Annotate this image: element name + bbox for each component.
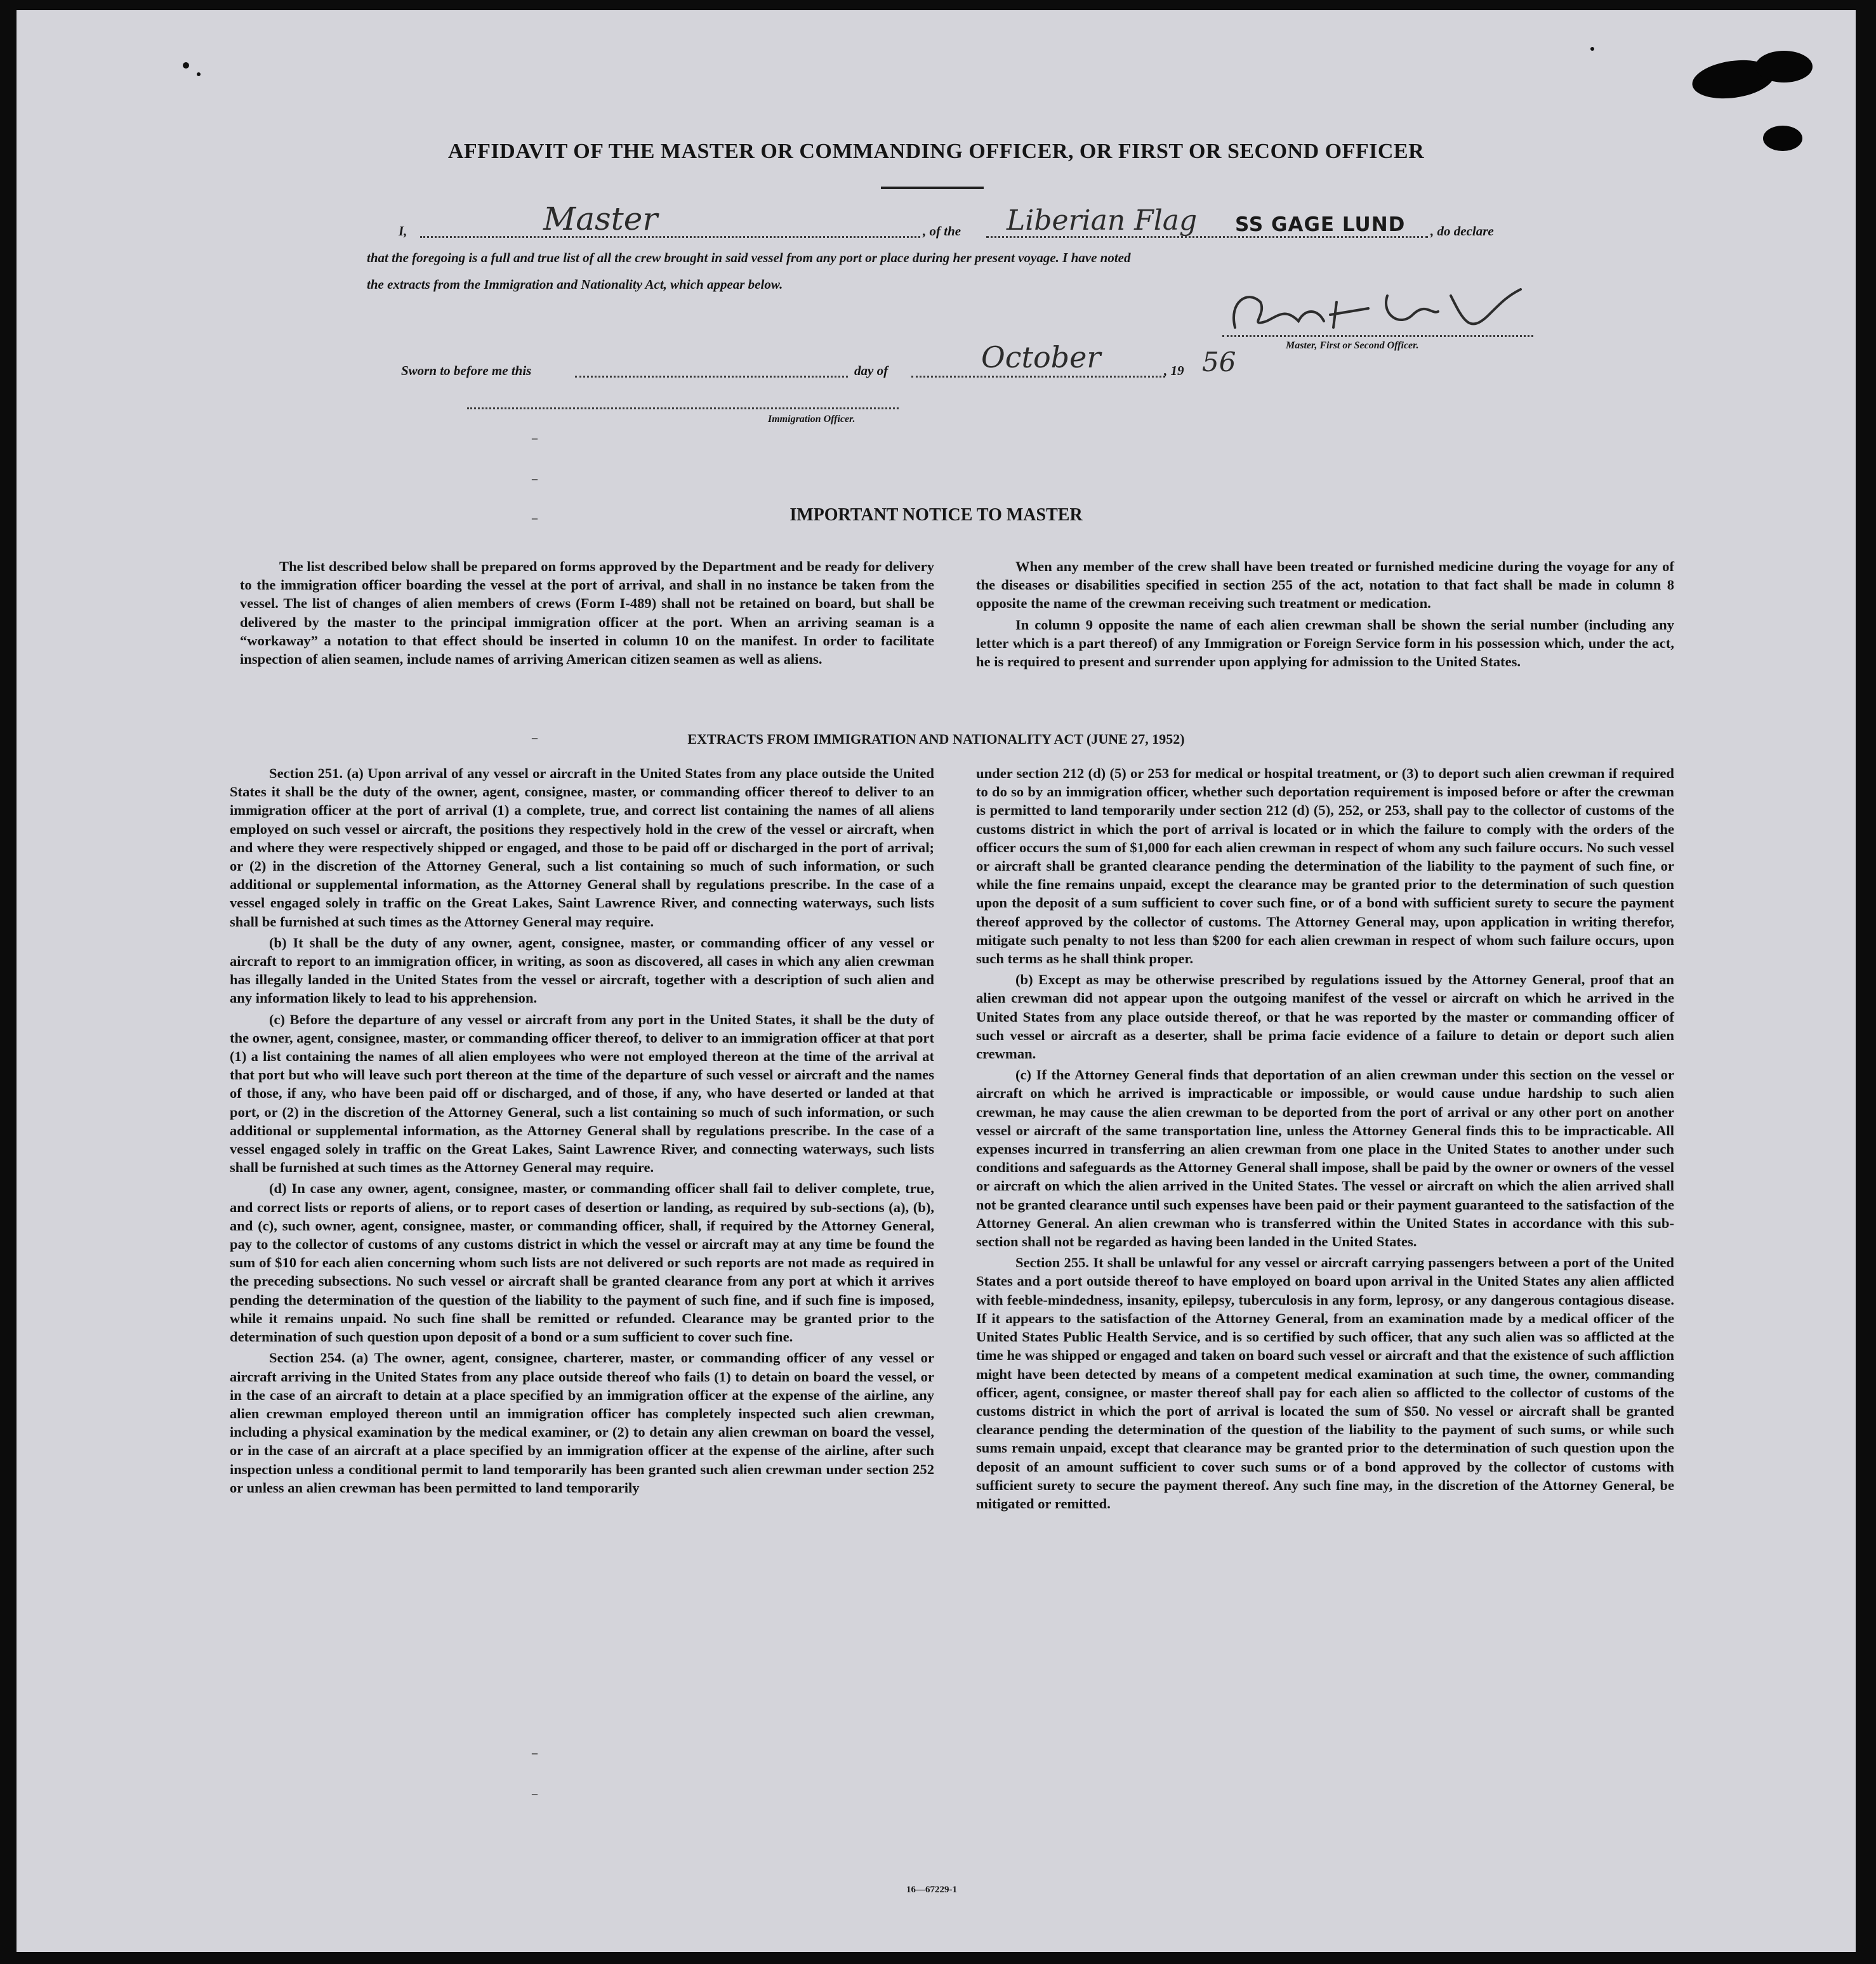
handwritten-master: Master	[543, 201, 658, 237]
margin-tick: –	[532, 731, 538, 744]
month-blank	[911, 376, 1165, 378]
sworn-prefix: Sworn to before me this	[401, 363, 532, 378]
notice-right-paragraph-1: When any member of the crew shall have been treated or furnished medicine during the voyage for any of the diseases or disabilities specified in section 255 of the act, notation to that fact shall be made in column 8 opposite the name of the crewman receiving such treatment or medication.	[976, 558, 1674, 612]
officer-caption: Immigration Officer.	[768, 414, 855, 425]
handwritten-vessel-flag: Liberian Flag	[1007, 204, 1198, 237]
section-254-a: Section 254. (a) The owner, agent, consignee, charterer, master, or commanding officer of any vessel or aircraft arriving in the United States from any place outside thereof who fails (1) to detain on board the vessel, or in the case of an aircraft to detain at a place specified by an immigration officer at the expense of the airline, any alien crewman employed thereon until an immigration officer has completely inspected such alien crewman, including a physical examination by the medical examiner, or (2) to detain any alien crewman on board the vessel, or in the case of an aircraft at a place specified by an immigration officer at the expense of the airline, after such inspection unless a conditional permit to land temporarily has been granted such alien crewman under section 252 or unless an alien crewman has been permitted to land temporarily	[230, 1350, 934, 1496]
document-page	[17, 10, 1856, 1952]
handwritten-month: October	[981, 340, 1101, 374]
section-254-c: (c) If the Attorney General finds that deportation of an alien crewman under this section on the vessel or aircraft on which he arrived is impracticable or impossible, or would cause undue hardship to such alien crewman, he may cause the alien crewman to be deported from the port of arrival or any other port on another vessel or aircraft of the same transportation line, unless the Attorney General finds this to be impracticable. All expenses incurred in transferring an alien crewman from one place in the United States to another under such conditions and safeguards as the Attorney General shall impose, shall be paid by the owner or owners of the vessel or aircraft on which the alien arrived in the United States. The vessel or aircraft on which the alien arrived shall not be granted clearance until such expenses have been paid or their payment guaranteed to the satisfaction of the Attorney General. An alien crewman who is transferred within the United States in accordance with this sub-section shall not be regarded as having been landed in the United States.	[976, 1067, 1674, 1250]
immigration-officer-line	[467, 407, 899, 409]
extracts-right-column	[976, 764, 1674, 1515]
notice-title: IMPORTANT NOTICE TO MASTER	[789, 505, 1083, 525]
extracts-left-column	[230, 764, 934, 1499]
handwritten-year: 56	[1202, 346, 1236, 378]
line1-prefix: I,	[399, 223, 407, 239]
notice-left-column	[240, 557, 934, 671]
year-prefix: , 19	[1164, 363, 1184, 378]
section-251-c: (c) Before the departure of any vessel or aircraft from any port in the United States, it shall be the duty of the owner, agent, consignee, master, or commanding officer thereof, to deliver to an immigration officer at that port (1) a list containing the names of all alien employees who were not employed thereon at the time of the arrival at that port but who will leave such port thereon at the time of the departure of such vessel or aircraft and the names of those, if any, who have been paid off or discharged, and of those, if any, who have deserted or landed at that port, or (2) in the discretion of the Attorney General, such a list containing so much of such information, or such additional or supplemental information, as the Attorney General shall by regulations prescribe. In the case of a vessel engaged solely in traffic on the Great Lakes, Saint Lawrence River, and connecting waterways, such lists shall be furnished at such times as the Attorney General may require.	[230, 1011, 934, 1176]
typed-vessel-name: SS GAGE LUND	[1235, 213, 1406, 236]
line1-of-the: , of the	[923, 223, 961, 239]
margin-tick: –	[532, 1787, 538, 1800]
sworn-day-blank	[575, 376, 848, 378]
master-blank	[420, 236, 920, 238]
form-code: 16—67229-1	[906, 1885, 957, 1895]
affidavit-line3: the extracts from the Immigration and Nationality Act, which appear below.	[367, 277, 783, 292]
affidavit-line2: that the foregoing is a full and true list of all the crew brought in said vessel from any port or place during her present voyage. I have noted	[367, 250, 1131, 265]
section-254-a-continued: under section 212 (d) (5) or 253 for medical or hospital treatment, or (3) to deport such alien crewman if required to do so by an immigration officer, whether such deportation requirement is imposed before or after the crewman is permitted to land temporarily under section 212 (d) (5), 252, or 253, shall pay to the collector of customs of the customs district in which the port of arrival is located or in which the failure to comply with the orders of the officer occurs the sum of $1,000 for each alien crewman in respect of whom any such failure occurs. No such vessel or aircraft shall be granted clearance pending the determination of the liability to the payment of such fine, or while the fine remains unpaid, except the clearance may be granted prior to the determination of such question upon the deposit of a sum sufficient to cover such fine, or of a bond with sufficient surety to secure the payment thereof approved by the collector of customs. The Attorney General may, upon application in writing therefor, mitigate such penalty to not less than $200 for each alien crewman in respect of whom such failure occurs, upon such terms as he shall think proper.	[976, 765, 1674, 967]
speck-top-left-2	[197, 72, 201, 76]
margin-tick: –	[532, 432, 538, 444]
speck-top-left	[183, 62, 189, 69]
section-254-b: (b) Except as may be otherwise prescribed by regulations issued by the Attorney General, proof that an alien crewman did not appear upon the outgoing manifest of the vessel or aircraft on which he arrived in the United States from any place outside thereof, or that he was reported by the master or commanding officer of such vessel or aircraft as a deserter, shall be prima facie evidence of a failure to detain or deport such alien crewman.	[976, 972, 1674, 1062]
notice-left-paragraph: The list described below shall be prepared on forms approved by the Department and be ready for delivery to the immigration officer boarding the vessel at the port of arrival, and shall in no instance be taken from the vessel. The list of changes of alien members of crews (Form I-489) shall not be retained on board, but shall be delivered by the master to the principal immigration officer at the port. When an arriving seaman is a “workaway” a notation to that effect should be inserted in column 10 on the manifest. In order to facilitate inspection of alien seamen, include names of arriving American citizen seamen as well as aliens.	[240, 558, 934, 668]
signature-line	[1222, 335, 1533, 337]
section-251-d: (d) In case any owner, agent, consignee, master, or commanding officer shall fail to deliver complete, true, and correct lists or reports of aliens, or to report cases of desertion or landing, as required by sub-sections (a), (b), and (c), such owner, agent, consignee, master, or commanding officer, shall, if required by the Attorney General, pay to the collector of customs of any customs district in which the vessel or aircraft may at any time be found the sum of $10 for each alien concerning whom such lists are not delivered or such reports are not made as required in the preceding subsections. No such vessel or aircraft shall be granted clearance from any port at which it arrives pending the determination of the question of the liability to the payment of such fine, and if such fine is imposed, while it remains unpaid. No such fine shall be remitted or refunded. Clearance may be granted prior to the determination of such question upon deposit of a bond or a sum sufficient to cover such fine.	[230, 1180, 934, 1345]
signature-caption: Master, First or Second Officer.	[1286, 340, 1419, 351]
line1-suffix: , do declare	[1430, 223, 1494, 239]
section-251-b: (b) It shall be the duty of any owner, agent, consignee, master, or commanding officer of any vessel or aircraft to report to an immigration officer, in writing, as soon as discovered, all cases in which any alien crewman has illegally landed in the United States from the vessel or aircraft, together with a description of such alien and any information likely to lead to his apprehension.	[230, 934, 934, 1006]
extracts-title: EXTRACTS FROM IMMIGRATION AND NATIONALITY ACT (JUNE 27, 1952)	[687, 731, 1185, 747]
notice-right-paragraph-2: In column 9 opposite the name of each alien crewman shall be shown the serial number (including any letter which is a part thereof) of any Immigration or Foreign Service form in his possession which, under the act, he is required to present and surrender upon applying for admission to the United States.	[976, 616, 1674, 670]
margin-tick: –	[532, 472, 538, 485]
speck-top-center	[1590, 47, 1594, 51]
section-255: Section 255. It shall be unlawful for any vessel or aircraft carrying passengers between a port of the United States and a port outside thereof to have employed on board upon arrival in the United States any alien afflicted with feeble-mindedness, insanity, epilepsy, tuberculosis in any form, leprosy, or any dangerous contagious disease. If it appears to the satisfaction of the Attorney General, from an examination made by a medical officer of the United States Public Health Service, and is so certified by such officer, that any such alien was so afflicted at the time he was shipped or engaged and taken on board such vessel or aircraft and that the existence of such affliction might have been detected by means of a competent medical examination at such time, the owner, commanding officer, agent, consignee, or master thereof shall pay for each alien so afflicted to the collector of customs of the customs district in which the port of arrival is located the sum of $50. No vessel or aircraft shall be granted clearance pending the determination of the question of the liability to the payment of such sums, or while such sums remain unpaid, except that clearance may be granted prior to the determination of such question upon the deposit of an amount sufficient to cover such sums or of a bond approved by the collector of customs with sufficient surety to secure the payment thereof. Any such fine may, in the discretion of the Attorney General, be mitigated or remitted.	[976, 1255, 1674, 1512]
section-251-a: Section 251. (a) Upon arrival of any vessel or aircraft in the United States from any place outside the United States it shall be the duty of the owner, agent, consignee, master, or commanding officer thereof to deliver to an immigration officer at the port of arrival (1) a complete, true, and correct list containing the names of all aliens employed on such vessel or aircraft, the positions they respectively hold in the crew of the vessel or aircraft, when and where they were respectively shipped or engaged, and those to be paid off or discharged in the port of arrival; or (2) in the discretion of the Attorney General, such a list containing so much of such information, or such additional or supplemental information, as the Attorney General shall by regulations prescribe. In the case of a vessel engaged solely in traffic on the Great Lakes, Saint Lawrence River, and connecting waterways, such lists shall be furnished at such times as the Attorney General may require.	[230, 765, 934, 930]
notice-right-column	[976, 557, 1674, 673]
margin-tick: –	[532, 511, 538, 524]
margin-tick: –	[532, 1746, 538, 1759]
ink-blot-top-right-2	[1755, 51, 1813, 82]
day-of: day of	[854, 363, 888, 378]
affidavit-title: AFFIDAVIT OF THE MASTER OR COMMANDING OFFICER, OR FIRST OR SECOND OFFICER	[447, 140, 1425, 163]
title-underline	[881, 187, 984, 189]
